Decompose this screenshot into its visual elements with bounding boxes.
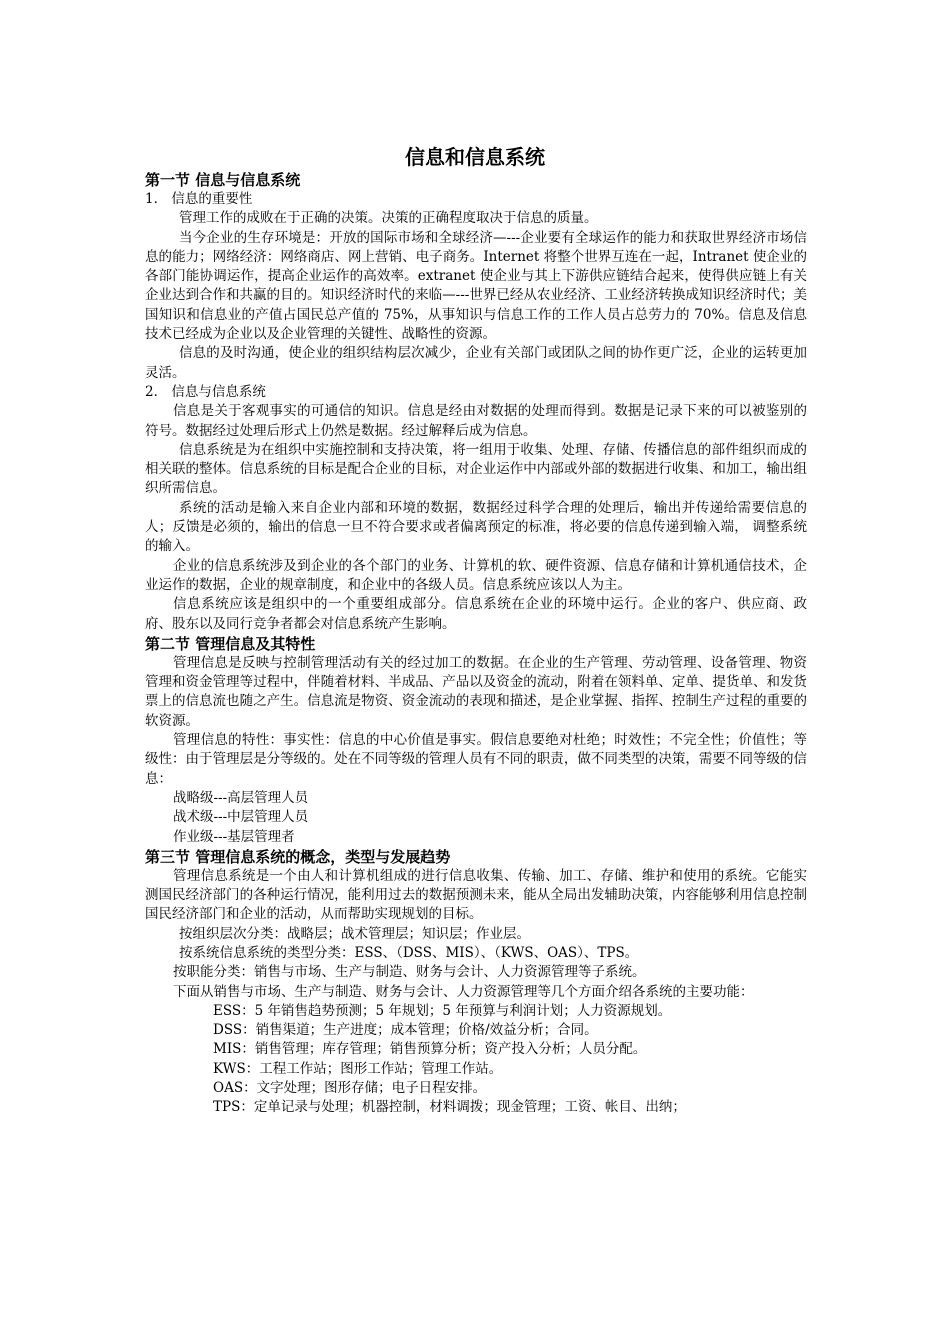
paragraph: 按组织层次分类：战略层；战术管理层；知识层；作业层。 [179, 925, 530, 942]
management-level-item: 作业级---基层管理者 [173, 828, 295, 845]
section-2-heading: 第二节 管理信息及其特性 [145, 634, 316, 653]
list-item-2: 2． 信息与信息系统 [145, 383, 266, 400]
paragraph: 信息系统是为在组织中实施控制和支持决策，将一组用于收集、处理、存储、传播信息的部件组织而成的相关联的整体。信息系统的目标是配合企业的目标，对企业运作中内部或外部的数据进行收集、和加工，输出组织所需信息。 [145, 441, 807, 497]
system-function-item: TPS：定单记录与处理；机器控制，材料调拨；现金管理；工资、帐目、出纳； [213, 1099, 686, 1116]
paragraph: 管理信息的特性：事实性：信息的中心价值是事实。假信息要绝对杜绝；时效性；不完全性；价值性；等级性：由于管理层是分等级的。处在不同等级的管理人员有不同的职责，做不同类型的决策，需要不同等级的信息： [145, 732, 807, 787]
paragraph: 下面从销售与市场、生产与制造、财务与会计、人力资源管理等几个方面介绍各系统的主要功能： [173, 983, 754, 1000]
section-1-heading: 第一节 信息与信息系统 [145, 171, 301, 189]
paragraph: 信息系统应该是组织中的一个重要组成部分。信息系统在企业的环境中运行。企业的客户、供应商、政府、股东以及同行竞争者都会对信息系统产生影响。 [145, 596, 807, 632]
paragraph: 按系统信息系统的类型分类：ESS、（DSS、MIS）、（KWS、OAS）、TPS。 [179, 944, 639, 961]
paragraph: 管理信息系统是一个由人和计算机组成的进行信息收集、传输、加工、存储、维护和使用的系统。它能实测国民经济部门的各种运行情况，能利用过去的数据预测未来，能从全局出发辅助决策，内容能够利用信息控制国民经济部门和企业的活动，从而帮助实现规划的目标。 [145, 867, 807, 923]
section-3-heading: 第三节 管理信息系统的概念，类型与发展趋势 [145, 847, 451, 866]
system-function-item: DSS：销售渠道；生产进度；成本管理；价格/效益分析；合同。 [213, 1022, 598, 1039]
paragraph: 管理工作的成败在于正确的决策。决策的正确程度取决于信息的质量。 [179, 210, 598, 227]
management-level-item: 战术级---中层管理人员 [173, 809, 309, 826]
document-body [145, 170, 807, 1118]
paragraph: 企业的信息系统涉及到企业的各个部门的业务、计算机的软、硬件资源、信息存储和计算机通信技术，企业运作的数据，企业的规章制度，和企业中的各级人员。信息系统应该以人为主。 [145, 557, 807, 593]
document-title: 信息和信息系统 [405, 145, 545, 169]
paragraph: 系统的活动是输入来自企业内部和环境的数据，数据经过科学合理的处理后，输出并传递给需要信息的人；反馈是必须的，输出的信息一旦不符合要求或者偏离预定的标准，将必要的信息传递到输入端， 调整系统的输入。 [145, 499, 807, 555]
paragraph: 按职能分类：销售与市场、生产与制造、财务与会计、人力资源管理等子系统。 [173, 964, 646, 981]
system-function-item: ESS：5 年销售趋势预测；5 年规划；5 年预算与利润计划；人力资源规划。 [213, 1002, 672, 1019]
paragraph: 信息是关于客观事实的可通信的知识。信息是经由对数据的处理而得到。数据是记录下来的可以被鉴别的符号。数据经过处理后形式上仍然是数据。经过解释后成为信息。 [145, 403, 807, 439]
list-item-1: 1． 信息的重要性 [145, 191, 253, 207]
paragraph: 当今企业的生存环境是：开放的国际市场和全球经济—---企业要有全球运作的能力和获取世界经济市场信息的能力；网络经济：网络商店、网上营销、电子商务。Internet 将整个世界互连在一起，Intranet 使企业的各部门能协调运作，提高企业运作的高效率。extranet 使企业与其上下游供应链结合起来，使得供应链上有关企业达到合作和共赢的目的。知识经济时代的来临—---世界已经从农业经济、工业经济转换成知识经济时代；美国知识和信息业的产值占国民总产值的 75%，从事知识与信息工作的工作人员占总劳力的 70%。信息及信息技术已经成为企业以及企业管理的关键性、战略性的资源。 [145, 229, 807, 343]
system-function-item: KWS：工程工作站；图形工作站；管理工作站。 [213, 1060, 503, 1077]
system-function-item: OAS：文字处理；图形存储；电子日程安排。 [213, 1080, 487, 1097]
paragraph: 管理信息是反映与控制管理活动有关的经过加工的数据。在企业的生产管理、劳动管理、设备管理、物资管理和资金管理等过程中，伴随着材料、半成品、产品以及资金的流动，附着在领料单、定单、提货单、和发货票上的信息流也随之产生。信息流是物资、资金流动的表现和描述，是企业掌握、指挥、控制生产过程的重要的软资源。 [145, 654, 807, 729]
paragraph: 信息的及时沟通，使企业的组织结构层次减少，企业有关部门或团队之间的协作更广泛，企业的运转更加灵活。 [145, 345, 807, 381]
system-function-item: MIS：销售管理；库存管理；销售预算分析；资产投入分析；人员分配。 [213, 1041, 647, 1058]
management-level-item: 战略级---高层管理人员 [173, 789, 309, 806]
